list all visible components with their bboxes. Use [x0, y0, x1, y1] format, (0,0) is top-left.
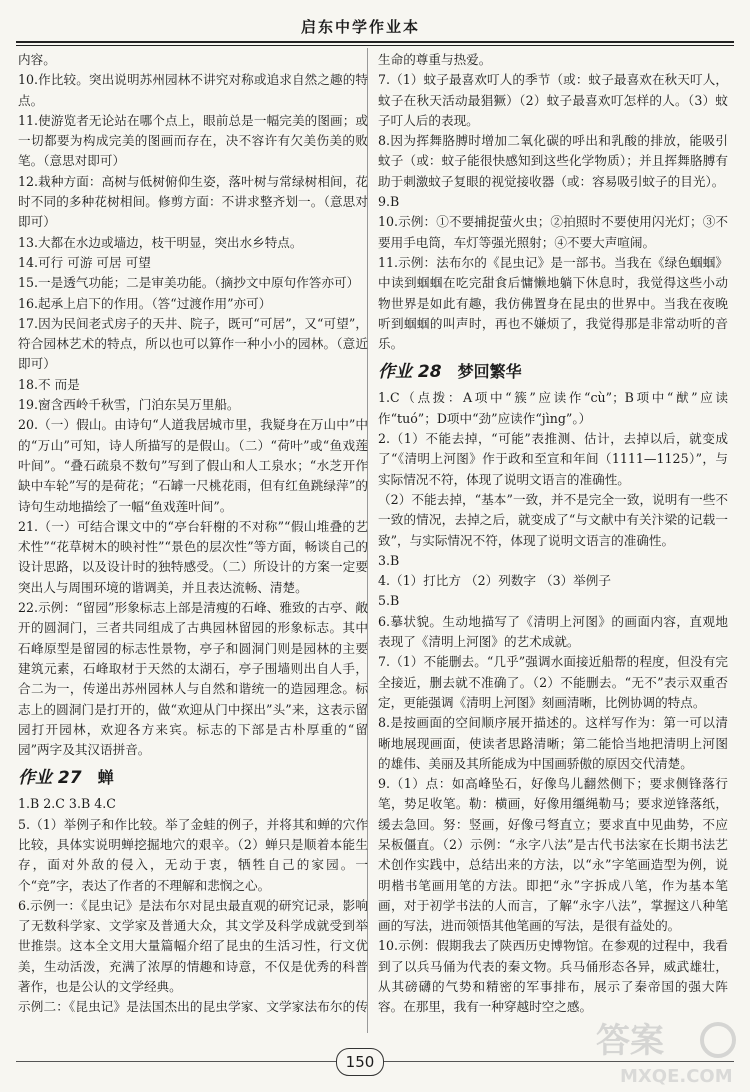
- answer-paragraph: 7.（1）蚊子最喜欢叮人的季节（或：蚊子最喜欢在秋天叮人，蚊子在秋天活动最猖獗）（2）蚊子最喜欢叮怎样的人。（3）蚊子叮人后的表现。: [378, 72, 728, 128]
- answer-paragraph: 21.（一）可结合课文中的“亭台轩榭的不对称”“假山堆叠的艺术性”“花草树木的映衬性”“景色的层次性”等方面，畅谈自己的设计思路，以及设计时的独特感受。（二）所设计的方案一定要突出人与周围环境的谐调美，并且表达流畅、清楚。: [18, 518, 368, 595]
- answer-paragraph: 20.（一）假山。由诗句“人道我居城市里，我疑身在万山中”中的“万山”可知，诗人所描写的是假山。（二）“荷叶”或“鱼戏莲叶间”。“叠石疏泉不数句”写到了假山和人工泉水；“水芝开作缺中车轮”写的是荷花；“石罅一尺桃花雨，但有红鱼跳绿萍”的诗句生动地描绘了一幅“鱼戏莲叶间”。: [18, 417, 368, 514]
- section-title: 蝉: [97, 768, 114, 788]
- answer-paragraph: 生命的尊重与热爱。: [378, 52, 492, 67]
- answer-paragraph: 5.（1）举例子和作比较。举了金蛙的例子，并将其和蝉的穴作比较，具体实说明蝉挖掘地穴的艰辛。（2）蝉只是顺着本能生存，面对外敌的侵入，无动于衷，牺牲自己的家园。一个“竞”字，表达了作者的不理解和悲悯之心。: [18, 816, 368, 893]
- page-header: [0, 0, 750, 46]
- svg-text:MXQE.COM: MXQE.COM: [620, 1066, 733, 1087]
- answer-paragraph: 9.B: [378, 194, 400, 210]
- right-column: [378, 50, 728, 1020]
- answer-paragraph: 5.B: [378, 593, 400, 609]
- answer-paragraph: 22.示例：“留园”形象标志上部是清瘦的石峰、雅致的古亭、敞开的圆洞门，三者共同组成了古典园林留园的形象标志。其中石峰原型是留园的标志性景物，亭子和圆洞门则是园林的主要建筑元素，石峰取材于天然的太湖石，亭子围墙则出自人手，合二为一，传递出苏州园林人与自然和谐统一的造园理念。标志上的圆洞门是打开的，做“欢迎从门中探出”头”来，这表示留园打开园林，欢迎各方来宾。标志的下部是古朴厚重的“留园”两字及其汉语拼音。: [18, 600, 368, 758]
- answer-paragraph: 12.栽种方面：高树与低树俯仰生姿，落叶树与常绿树相间，花时不同的多种花树相间。修剪方面：不讲求整齐划一。（意思对即可）: [18, 173, 368, 230]
- answer-paragraph: 16.起承上启下的作用。（答“过渡作用”亦可）: [18, 295, 272, 311]
- answer-paragraph: （2）不能去掉，“基本”一致，并不是完全一致，说明有一些不一致的情况，去掉之后，就变成了“与文献中有关汴梁的记载一致”，与实际情况不符，体现了说明文语言的准确性。: [378, 491, 728, 548]
- answer-paragraph: 示例二：《昆虫记》是法国杰出的昆虫学家、文学家法布尔的传: [18, 999, 368, 1015]
- answer-paragraph: 10.作比较。突出说明苏州园林不讲究对称或追求自然之趣的特点。: [18, 72, 368, 108]
- section-heading: [18, 766, 368, 790]
- answer-paragraph: 8.是按画面的空间顺序展开描述的。这样写作为：第一可以清晰地展现画面，使读者思路清晰；第二能恰当地把清明上河图的雄伟、美丽及其所能成为中国画骄傲的原因交代清楚。: [378, 715, 728, 771]
- answer-paragraph: 18.不 而是: [18, 376, 80, 392]
- answer-paragraph: 1.B 2.C 3.B 4.C: [18, 796, 116, 812]
- answer-paragraph: 2.（1）不能去掉，“可能”表推测、估计，去掉以后，就变成了“《清明上河图》作于政和至宣和年间（1111—1125）”，与实际情况不符，体现了说明文语言的准确性。: [378, 431, 728, 487]
- answer-paragraph: 3.B: [378, 552, 400, 568]
- answer-paragraph: 7.（1）不能删去。“几乎”强调水面接近船帮的程度，但没有完全接近，删去就不准确了。（2）不能删去。“无不”表示双重否定，更能强调《清明上河图》刻画清晰，比例协调的特点。: [378, 654, 728, 710]
- answer-paragraph: 4.（1）打比方 （2）列数字 （3）举例子: [378, 573, 611, 589]
- answer-paragraph: 6.摹状貌。生动地描写了《清明上河图》的画面内容，直观地表现了《清明上河图》的艺术成就。: [378, 613, 728, 650]
- page-number: 150: [336, 1048, 384, 1076]
- answer-paragraph: 19.窗含西岭千秋雪，门泊东吴万里船。: [18, 397, 240, 413]
- answer-paragraph: 10.示例：假期我去了陕西历史博物馆。在参观的过程中，我看到了以兵马俑为代表的秦文物。兵马俑形态各异，威武雄壮，从其磅礴的气势和精密的军事排布，展示了秦帝国的强大阵容。在那里，我有一种穿越时空之感。: [378, 938, 728, 1015]
- book-title: 启东中学作业本: [300, 18, 420, 36]
- answer-paragraph: 6.示例一：《昆虫记》是法布尔对昆虫最直观的研究记录，影响了无数科学家、文学家及普通大众，其文学及科学成就受到举世推崇。这本全文用大量篇幅介绍了昆虫的生活习性，行文优美，生动活泼，充满了浓厚的情趣和诗意，不仅是优秀的科普著作，也是公认的文学经典。: [18, 897, 368, 995]
- answer-paragraph: 14.可行 可游 可居 可望: [18, 254, 151, 270]
- answer-paragraph: 8.因为挥舞胳膊时增加二氧化碳的呼出和乳酸的排放，能吸引蚊子（或：蚊子能很快感知到这些化学物质）；并且挥舞胳膊有助于刺激蚊子复眼的视觉接收器（或：容易吸引蚊子的目光）。: [378, 133, 728, 189]
- answer-paragraph: 11.示例：法布尔的《昆虫记》是一部书。当我在《绿色蝈蝈》中读到蝈蝈在吃完甜食后慵懒地躺下休息时，我觉得这些小动物世界是如此有趣，我仿佛置身在昆虫的世界中。当我在夜晚听到蝈蝈的叫声时，再也不嫌烦了，我觉得那是非常动听的音乐。: [378, 254, 728, 352]
- answer-paragraph: 11.使游览者无论站在哪个点上，眼前总是一幅完美的图画；或一切都要为构成完美的图画而存在，决不容许有欠美伤美的败笔。（意思对即可）: [18, 112, 368, 169]
- section-number: 作业 28: [378, 362, 442, 383]
- watermark-logo: [592, 1012, 742, 1088]
- section-number: 作业 27: [18, 768, 82, 789]
- answer-paragraph: 15.一是透气功能；二是审美功能。（摘抄文中原句作答亦可）: [18, 275, 360, 291]
- answer-paragraph: 9.（1）点：如高峰坠石，好像鸟儿翻然侧下；要求侧锋落行笔，势足收笔。勒：横画，好像用缰绳勒马；要求逆锋落纸，缓去急回。努：竖画，好像弓弩直立；要求直中见曲势，不应呆板僵直。（2）示例：“永字八法”是古代书法家在长期书法艺术创作实践中，总结出来的方法，以“永”字笔画造型为例，说明楷书笔画用笔的方法。即把“永”字拆成八笔，作为基本笔画，对于初学书法的人而言，了解“永字八法”，掌握这八种笔画的写法，进而领悟其他笔画的写法，是很有益处的。: [378, 776, 728, 934]
- answer-paragraph: 17.因为民间老式房子的天井、院子，既可“可居”，又“可望”，符合园林艺术的特点，所以也可以算作一种小小的园林。（意近即可）: [18, 315, 368, 372]
- section-title: 梦回繁华: [457, 362, 522, 382]
- section-heading: [378, 360, 728, 384]
- answer-paragraph: 内容。: [18, 52, 56, 67]
- left-column: [18, 50, 368, 1020]
- svg-text:答案: 答案: [596, 1021, 664, 1061]
- answer-paragraph: 1.C（点拨：A项中“簇”应读作“cù”；B项中“猷”应读作“tuó”；D项中“劲”应读作“jìng”。）: [378, 390, 728, 426]
- answer-paragraph: 10.示例：①不要捕捉萤火虫；②拍照时不要使用闪光灯；③不要用手电筒，车灯等强光照射；④不要大声喧闹。: [378, 214, 728, 250]
- answer-paragraph: 13.大都在水边或墙边，枝干明显，突出水乡特点。: [18, 234, 303, 250]
- header-rule: [16, 41, 734, 46]
